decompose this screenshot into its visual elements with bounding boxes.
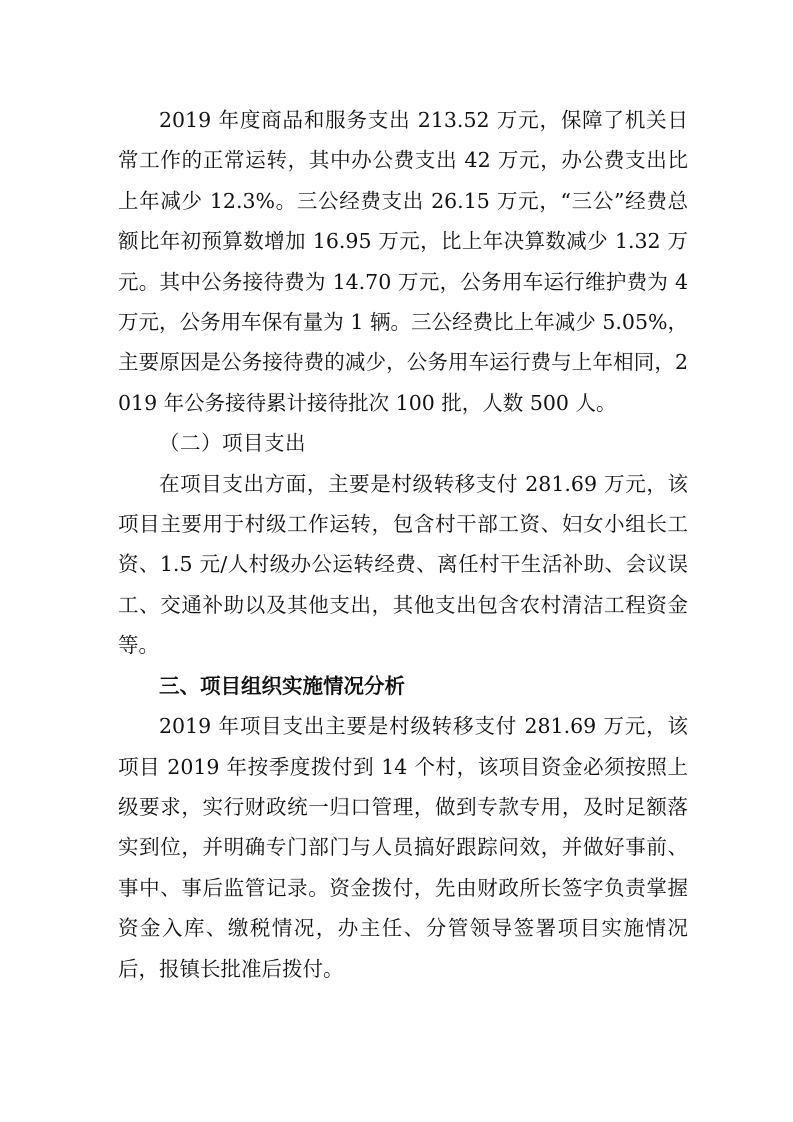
document-body: [118, 100, 688, 989]
paragraph-implementation: 2019 年项目支出主要是村级转移支付 281.69 万元，该项目 2019 年按季度拨付到 14 个村，该项目资金必须按照上级要求，实行财政统一归口管理，做到专款专用，及时足额落实到位，并明确专门部门与人员搞好跟踪问效，并做好事前、事中、事后监管记录。资金拨付，先由财政所长签字负责掌握资金入库、缴税情况，办主任、分管领导签署项目实施情况后，报镇长批准后拨付。: [118, 714, 688, 981]
subheading-project-expenditure: （二）项目支出: [159, 431, 306, 456]
section-heading-implementation: 三、项目组织实施情况分析: [159, 673, 405, 698]
paragraph-project-expenditure: 在项目支出方面，主要是村级转移支付 281.69 万元，该项目主要用于村级工作运转，包含村干部工资、妇女小组长工资、1.5 元/人村级办公运转经费、离任村干生活补助、会议误工、交通补助以及其他支出，其他支出包含农村清洁工程资金等。: [118, 471, 688, 658]
paragraph-general-expenditure: 2019 年度商品和服务支出 213.52 万元，保障了机关日常工作的正常运转，其中办公费支出 42 万元，办公费支出比上年减少 12.3%。三公经费支出 26.15 万元，“三公”经费总额比年初预算数增加 16.95 万元，比上年决算数减少 1.32 万元。其中公务接待费为 14.70 万元，公务用车运行维护费为 4 万元，公务用车保有量为 1 辆。三公经费比上年减少 5.05%，主要原因是公务接待费的减少，公务用车运行费与上年相同，2019 年公务接待累计接待批次 100 批，人数 500 人。: [118, 108, 688, 415]
